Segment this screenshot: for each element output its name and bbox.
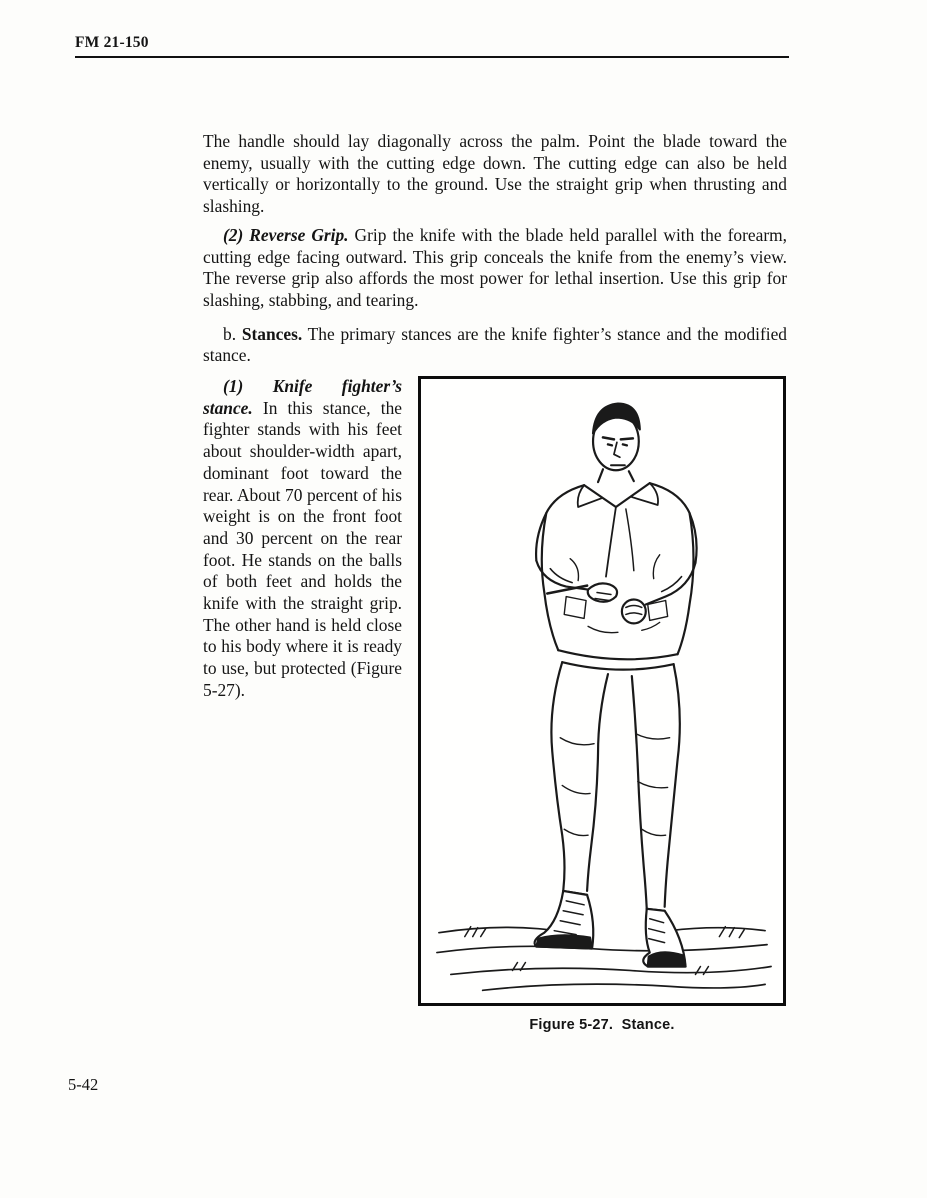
figure-caption: Figure 5-27. Stance.: [529, 1017, 675, 1034]
header-rule: [75, 56, 789, 58]
stances-lead: b.: [223, 323, 242, 344]
stance-illustration-icon: [421, 379, 783, 1003]
left-column: [203, 376, 402, 702]
stances-text: The primary stances are the knife fighter’s stance and the modified stance.: [203, 323, 788, 366]
figure-frame: [418, 376, 786, 1006]
reverse-grip-text: Grip the knife with the blade held parallel with the forearm, cutting edge facing outward. This grip conceals the knife from the enemy’s view. The reverse grip also affords the most power for lethal insertion. Use this grip for slashing, stabbing, and tearing.: [203, 224, 787, 310]
reverse-grip-term: (2) Reverse Grip.: [223, 224, 349, 245]
body-text: [203, 131, 787, 1037]
knife-stance-text: In this stance, the fighter stands with his feet about shoulder-width apart, dominant foot toward the rear. About 70 percent of his weight is on the front foot and 30 percent on the rear foot. He stands on the balls of both feet and holds the knife with the straight grip. The other hand is held close to his body where it is ready to use, but protected (Figure 5-27).: [203, 397, 402, 700]
header-doc-id: FM 21-150: [75, 34, 149, 51]
paragraph-knife-stance: [203, 376, 402, 702]
two-column-region: [203, 376, 787, 1037]
figure-column: [418, 376, 786, 1037]
paragraph-reverse-grip: [203, 225, 787, 312]
page-number: 5-42: [68, 1075, 99, 1094]
stances-term: Stances.: [241, 323, 303, 344]
knife-stance-term: (1) Knife fighter’s stance.: [203, 376, 402, 418]
straight-grip-text: The handle should lay diagonally across the palm. Point the blade toward the enemy, usually with the cutting edge down. The cutting edge can also be held vertically or horizontally to the ground. Use the straight grip when thrusting and slashing.: [203, 131, 787, 217]
paragraph-stances: [203, 324, 787, 367]
paragraph-straight-grip: [203, 131, 787, 218]
